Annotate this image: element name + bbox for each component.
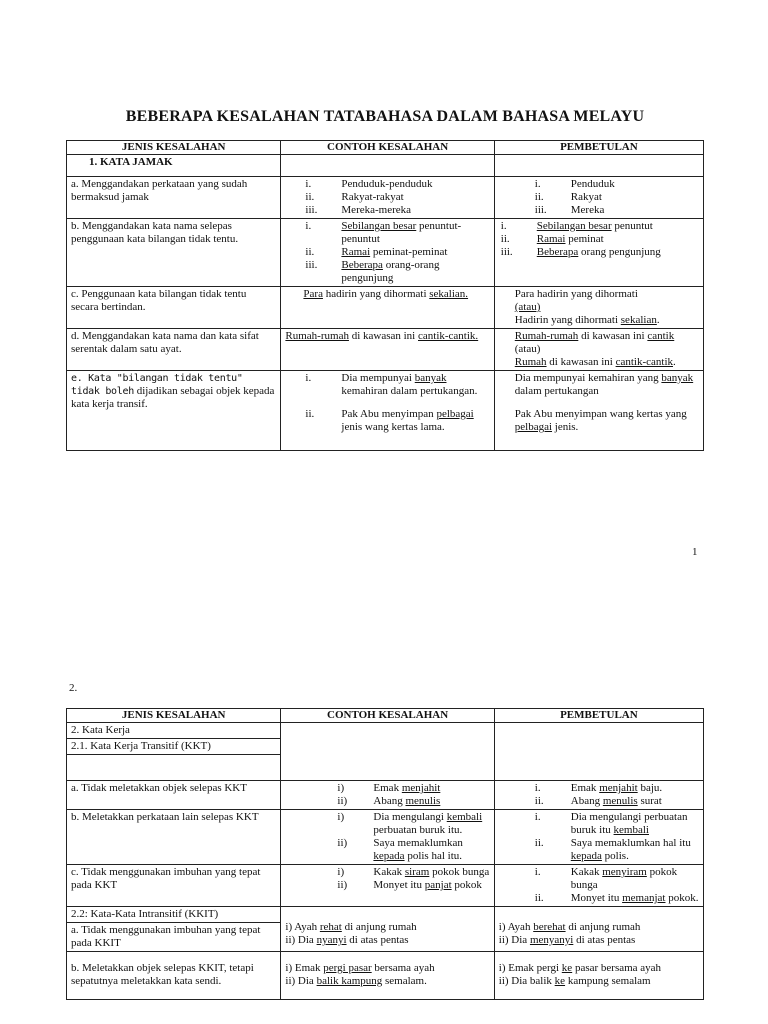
jenis-cell: b. Meletakkan objek selepas KKIT, tetapi sepatutnya meletakkan kata sendi. bbox=[67, 952, 281, 1000]
list-item: ii. Rakyat-rakyat bbox=[305, 191, 404, 203]
list-item: ii. Ramai peminat bbox=[500, 233, 604, 245]
pembetulan-cell bbox=[494, 781, 703, 810]
header-pembetulan: PEMBETULAN bbox=[494, 709, 703, 723]
table-kata-jamak bbox=[66, 140, 704, 451]
contoh-cell bbox=[281, 371, 494, 451]
subsection-heading: 2.2: Kata-Kata Intransitif (KKIT) bbox=[67, 907, 280, 923]
subsection-heading: 2.1. Kata Kerja Transitif (KKT) bbox=[67, 739, 280, 755]
jenis-cell: b. Menggandakan kata nama selepas penggunaan kata bilangan tidak tentu. bbox=[67, 219, 281, 287]
table-row bbox=[67, 287, 704, 329]
jenis-cell: a. Menggandakan perkataan yang sudah bermaksud jamak bbox=[67, 177, 281, 219]
list-item: ii. Ramai peminat-peminat bbox=[305, 246, 448, 258]
list-item: i. Sebilangan besar penuntut bbox=[500, 220, 653, 232]
list-item: i) Dia mengulangi kembali perbuatan buruk itu. bbox=[337, 811, 483, 836]
jenis-cell: 2.2: Kata-Kata Intransitif (KKIT) a. Tidak menggunakan imbuhan yang tepat pada KKIT bbox=[67, 907, 281, 952]
list-item: iii. Mereka-mereka bbox=[305, 204, 412, 216]
contoh-cell bbox=[281, 810, 494, 865]
list-item: i. Penduduk bbox=[534, 178, 615, 190]
header-pembetulan: PEMBETULAN bbox=[494, 141, 703, 155]
list-item: i. Dia mengulangi perbuatan buruk itu kembali bbox=[534, 811, 688, 836]
list-item: ii. Pak Abu menyimpan pelbagai jenis wang kertas lama. bbox=[305, 408, 474, 433]
contoh-cell: i) Emak pergi pasar bersama ayah ii) Dia balik kampung semalam. bbox=[281, 952, 494, 1000]
contoh-cell bbox=[281, 219, 494, 287]
list-item: iii. Beberapa orang-orang pengunjung bbox=[305, 259, 440, 284]
contoh-cell bbox=[281, 177, 494, 219]
table-row bbox=[67, 907, 704, 952]
list-item: ii. Rakyat bbox=[534, 191, 602, 203]
section-row bbox=[67, 155, 704, 177]
table-row bbox=[67, 177, 704, 219]
table-row bbox=[67, 329, 704, 371]
list-item: ii) Abang menulis bbox=[337, 795, 441, 807]
list-item: iii. Mereka bbox=[534, 204, 605, 216]
list-item: i. Kakak menyiram pokok bunga bbox=[534, 866, 678, 891]
pembetulan-cell: i) Emak pergi ke pasar bersama ayah ii) Dia balik ke kampung semalam bbox=[494, 952, 703, 1000]
pembetulan-cell: Dia mempunyai kemahiran yang banyak dalam pertukangan Pak Abu menyimpan wang kertas yang pelbagai jenis. bbox=[494, 371, 703, 451]
table-row bbox=[67, 865, 704, 907]
list-item: ii) Monyet itu panjat pokok bbox=[337, 879, 482, 891]
list-item: i. Dia mempunyai banyak kemahiran dalam pertukangan. bbox=[305, 372, 478, 397]
pembetulan-cell: Rumah-rumah di kawasan ini cantik (atau) Rumah di kawasan ini cantik-cantik. bbox=[494, 329, 703, 371]
table-row bbox=[67, 810, 704, 865]
page-title: BEBERAPA KESALAHAN TATABAHASA DALAM BAHASA MELAYU bbox=[125, 108, 645, 125]
section-heading: 1. KATA JAMAK bbox=[89, 156, 173, 168]
list-item: ii. Saya memaklumkan hal itu kepada polis. bbox=[534, 837, 691, 862]
pembetulan-cell bbox=[494, 219, 703, 287]
list-item: i) Kakak siram pokok bunga bbox=[337, 866, 490, 878]
contoh-cell: Rumah-rumah di kawasan ini cantik-cantik. bbox=[281, 329, 494, 371]
pembetulan-cell bbox=[494, 177, 703, 219]
pembetulan-cell bbox=[494, 810, 703, 865]
pembetulan-cell bbox=[494, 865, 703, 907]
list-item: i. Emak menjahit baju. bbox=[534, 782, 663, 794]
table-header-row bbox=[67, 141, 704, 155]
contoh-cell bbox=[281, 781, 494, 810]
section-marker: 2. bbox=[69, 682, 78, 694]
list-item: ii) Saya memaklumkan kepada polis hal itu. bbox=[337, 837, 463, 862]
header-contoh-kesalahan: CONTOH KESALAHAN bbox=[281, 709, 494, 723]
header-jenis-kesalahan: JENIS KESALAHAN bbox=[67, 709, 281, 723]
section-row bbox=[67, 723, 704, 781]
table-row bbox=[67, 371, 704, 451]
list-item: ii. Monyet itu memanjat pokok. bbox=[534, 892, 699, 904]
jenis-cell: c. Tidak menggunakan imbuhan yang tepat pada KKT bbox=[67, 865, 281, 907]
list-item: i) Emak menjahit bbox=[337, 782, 441, 794]
list-item: ii. Abang menulis surat bbox=[534, 795, 662, 807]
jenis-cell: a. Tidak meletakkan objek selepas KKT bbox=[67, 781, 281, 810]
table-kata-kerja bbox=[66, 708, 704, 1000]
contoh-cell: Para hadirin yang dihormati sekalian. bbox=[281, 287, 494, 329]
section-heading: 2. Kata Kerja bbox=[67, 723, 280, 739]
table-row bbox=[67, 952, 704, 1000]
page-number: 1 bbox=[692, 546, 698, 558]
table-row bbox=[67, 219, 704, 287]
jenis-cell: e. Kata "bilangan tidak tentu" tidak boleh dijadikan sebagai objek kepada kata kerja transif. bbox=[67, 371, 281, 451]
list-item: i. Sebilangan besar penuntut-penuntut bbox=[305, 220, 462, 245]
table-header-row bbox=[67, 709, 704, 723]
header-contoh-kesalahan: CONTOH KESALAHAN bbox=[281, 141, 494, 155]
contoh-cell bbox=[281, 865, 494, 907]
list-item: i. Penduduk-penduduk bbox=[305, 178, 433, 190]
header-jenis-kesalahan: JENIS KESALAHAN bbox=[67, 141, 281, 155]
table-row bbox=[67, 781, 704, 810]
jenis-cell: c. Penggunaan kata bilangan tidak tentu secara bertindan. bbox=[67, 287, 281, 329]
jenis-cell: d. Menggandakan kata nama dan kata sifat serentak dalam satu ayat. bbox=[67, 329, 281, 371]
list-item: iii. Beberapa orang pengunjung bbox=[500, 246, 661, 258]
pembetulan-cell: i) Ayah berehat di anjung rumah ii) Dia menyanyi di atas pentas bbox=[494, 907, 703, 952]
pembetulan-cell: Para hadirin yang dihormati (atau) Hadirin yang dihormati sekalian. bbox=[494, 287, 703, 329]
jenis-cell: b. Meletakkan perkataan lain selepas KKT bbox=[67, 810, 281, 865]
contoh-cell: i) Ayah rehat di anjung rumah ii) Dia nyanyi di atas pentas bbox=[281, 907, 494, 952]
